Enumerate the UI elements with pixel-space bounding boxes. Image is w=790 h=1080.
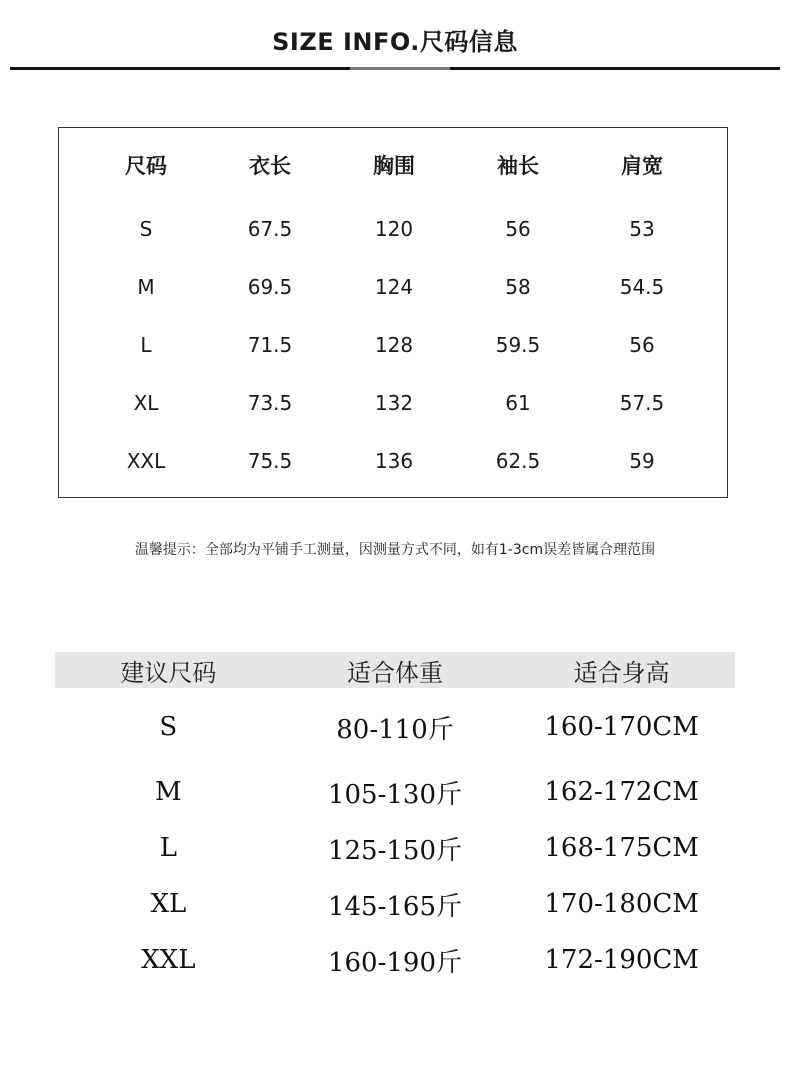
cell-chest: 132 <box>374 391 414 415</box>
table-row <box>84 374 704 432</box>
cell-size: L <box>159 833 177 863</box>
column-header-shoulder: 肩宽 <box>621 154 663 178</box>
cell-sleeve: 56 <box>505 217 531 241</box>
table-row <box>55 764 735 820</box>
cell-sleeve: 58 <box>505 275 531 299</box>
table-row <box>84 316 704 374</box>
cell-weight: 145-165斤 <box>327 891 462 922</box>
cell-size: XL <box>150 889 187 919</box>
column-header-recommended-size: 建议尺码 <box>120 658 217 687</box>
page-title: SIZE INFO.尺码信息 <box>272 28 518 56</box>
cell-length: 71.5 <box>247 333 293 357</box>
cell-length: 73.5 <box>247 391 293 415</box>
cell-size: XXL <box>141 945 196 975</box>
title-divider <box>10 67 780 70</box>
cell-weight: 125-150斤 <box>327 835 462 866</box>
cell-size: XXL <box>126 449 166 473</box>
cell-shoulder: 56 <box>629 333 655 357</box>
measurement-header-row <box>84 128 704 200</box>
column-header-height: 适合身高 <box>573 658 670 687</box>
cell-length: 75.5 <box>247 449 293 473</box>
measurement-table-frame <box>58 127 728 498</box>
recommendation-table <box>55 652 735 988</box>
column-header-weight: 适合体重 <box>346 658 443 687</box>
cell-shoulder: 53 <box>629 217 655 241</box>
title-divider-accent <box>350 67 450 70</box>
cell-size: XL <box>133 391 159 415</box>
cell-size: S <box>159 712 178 742</box>
column-header-chest: 胸围 <box>373 154 415 178</box>
column-header-size: 尺码 <box>125 154 167 178</box>
table-row <box>55 876 735 932</box>
cell-shoulder: 57.5 <box>619 391 665 415</box>
cell-height: 160-170CM <box>544 712 699 742</box>
cell-weight: 80-110斤 <box>336 714 454 745</box>
measurement-table <box>84 128 704 490</box>
cell-size: M <box>137 275 155 299</box>
cell-sleeve: 61 <box>505 391 531 415</box>
column-header-length: 衣长 <box>249 154 291 178</box>
cell-height: 172-190CM <box>544 945 699 975</box>
cell-height: 162-172CM <box>544 777 699 807</box>
cell-height: 170-180CM <box>544 889 699 919</box>
cell-chest: 120 <box>374 217 414 241</box>
cell-length: 69.5 <box>247 275 293 299</box>
cell-size: M <box>155 777 182 807</box>
table-row <box>55 820 735 876</box>
cell-shoulder: 54.5 <box>619 275 665 299</box>
table-row <box>55 932 735 988</box>
cell-chest: 124 <box>374 275 414 299</box>
recommendation-header-row <box>55 652 735 688</box>
table-row <box>84 258 704 316</box>
cell-weight: 105-130斤 <box>327 779 462 810</box>
table-row <box>84 432 704 490</box>
cell-length: 67.5 <box>247 217 293 241</box>
cell-height: 168-175CM <box>544 833 699 863</box>
cell-size: L <box>140 333 152 357</box>
cell-chest: 136 <box>374 449 414 473</box>
table-row <box>84 200 704 258</box>
measurement-note: 温馨提示：全部均为平铺手工测量，因测量方式不同，如有1-3cm误差皆属合理范围 <box>134 542 656 558</box>
cell-sleeve: 59.5 <box>495 333 541 357</box>
cell-chest: 128 <box>374 333 414 357</box>
cell-sleeve: 62.5 <box>495 449 541 473</box>
column-header-sleeve: 袖长 <box>497 154 539 178</box>
cell-shoulder: 59 <box>629 449 655 473</box>
table-row <box>55 688 735 764</box>
cell-weight: 160-190斤 <box>327 947 462 978</box>
cell-size: S <box>139 217 153 241</box>
